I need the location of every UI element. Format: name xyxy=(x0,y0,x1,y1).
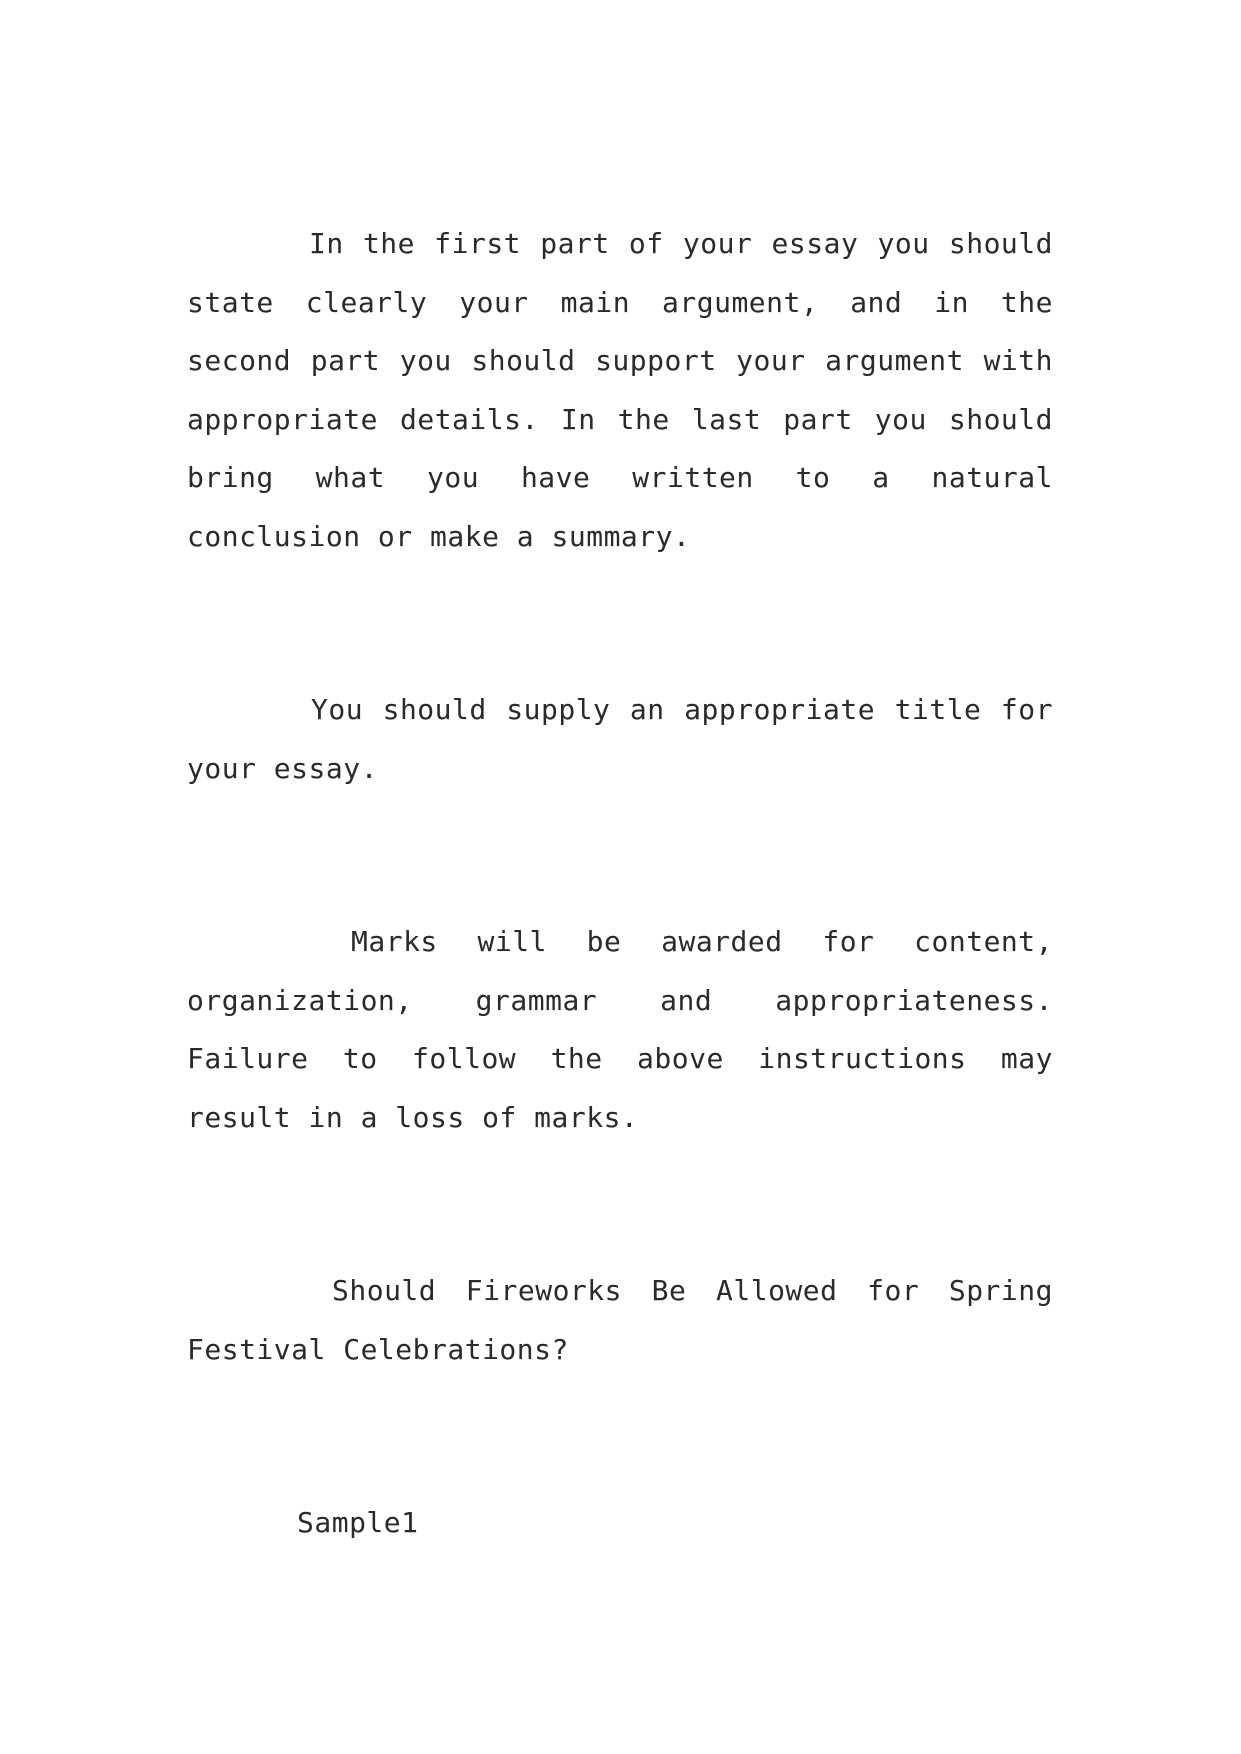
instruction-paragraph-structure: In the first part of your essay you should state clearly your main argument, and in the second part you should support your argument with appropriate details. In the last part you should bring what you have written to a natural conclusion or make a summary. xyxy=(187,227,1053,553)
essay-title: Should Fireworks Be Allowed for Spring Festival Celebrations? xyxy=(187,1274,1053,1366)
sample-label: Sample1 xyxy=(297,1506,419,1539)
instruction-paragraph-marks: Marks will be awarded for content, organization, grammar and appropriateness. Failure to follow the above instructions may result in a loss of marks. xyxy=(187,925,1053,1134)
instruction-paragraph-title: You should supply an appropriate title for your essay. xyxy=(187,693,1053,785)
